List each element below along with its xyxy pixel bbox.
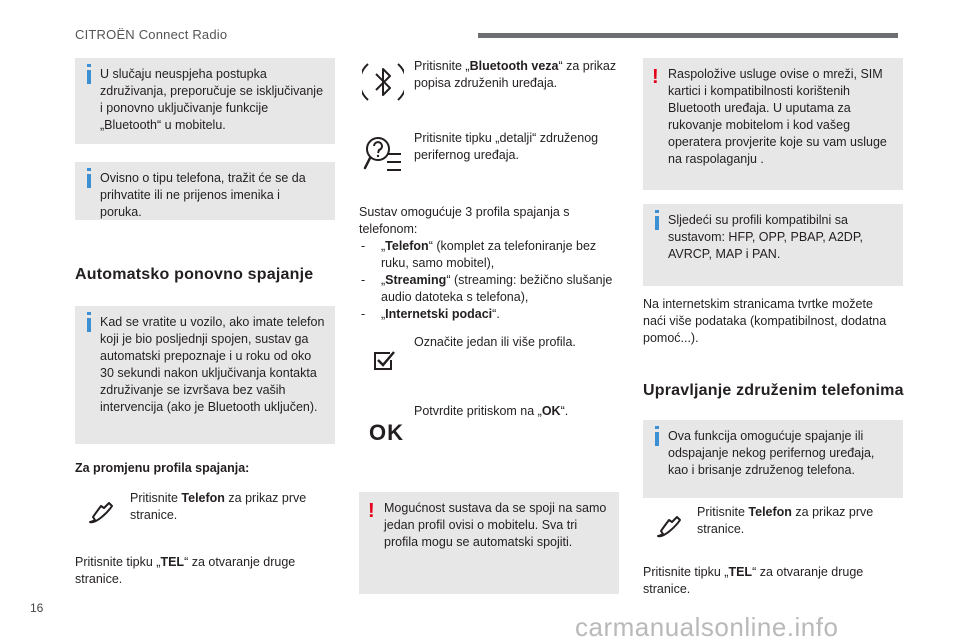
- info-box-manage-phones: [643, 420, 903, 498]
- text-part: “ (komplet za telefoniranje bez ruku, samo mobitel),: [381, 239, 597, 270]
- text-part: „: [381, 307, 386, 321]
- text-part: Pritisnite: [130, 491, 182, 505]
- info-box-compatible-profiles: [643, 204, 903, 286]
- text-bold: TEL: [160, 555, 185, 569]
- text-part: Pritisnite: [697, 505, 749, 519]
- text-bold: Telefon: [385, 239, 429, 253]
- text-part: “.: [492, 307, 500, 321]
- warning-text: Raspoložive usluge ovise o mreži, SIM kartici i kompatibilnosti korištenih Bluetooth uređaja. U uputama za rukovanje mobitelom i kod vašeg operatera provjerite koje su vam usluge na raspolaganju .: [668, 67, 887, 166]
- header-title: CITROËN Connect Radio: [75, 27, 228, 42]
- details-icon: [363, 134, 405, 174]
- phone-icon: [86, 500, 118, 528]
- info-icon: [655, 216, 659, 230]
- info-box-auto-reconnect: [75, 306, 335, 444]
- info-icon: [655, 432, 659, 446]
- checkbox-icon: [372, 350, 396, 372]
- info-text: Ovisno o tipu telefona, tražit će se da prihvatite ili ne prijenos imenika i poruka.: [100, 171, 306, 219]
- phone-icon: [654, 514, 686, 542]
- info-text: Ova funkcija omogućuje spajanje ili odspajanje nekog perifernog uređaja, kao i brisanje združenog telefona.: [668, 429, 875, 477]
- info-text: Kad se vratite u vozilo, ako imate telefon koji je bio posljednji spojen, sustav ga automatski prepoznaje i u roku od oko 30 sekundi nakon uključivanja kontakta združivanje se izvršava bez vaših intervencija (ako je Bluetooth uključen).: [100, 315, 325, 414]
- section-heading-auto-reconnect: Automatsko ponovno spajanje: [75, 266, 314, 283]
- warning-icon: !: [652, 66, 659, 88]
- info-text: U slučaju neuspjeha postupka združivanja, preporučuje se isključivanje i ponovno uključivanje funkcije „Bluetooth“ u mobitelu.: [100, 67, 324, 132]
- section-heading-manage-phones: Upravljanje združenim telefonima: [643, 382, 904, 399]
- list-item: [359, 272, 614, 306]
- text-part: “ za otvaranje druge stranice.: [643, 565, 864, 596]
- text-part: Potvrdite pritiskom na „: [414, 404, 542, 418]
- website-note: Na internetskim stranicama tvrtke možete naći više podataka (kompatibilnost, dodatna pomoć...).: [643, 297, 887, 345]
- text-bold: Telefon: [181, 491, 225, 505]
- press-tel-instruction: [75, 554, 325, 588]
- text-part: „: [381, 273, 386, 287]
- info-text: Sljedeći su profili kompatibilni sa sustavom: HFP, OPP, PBAP, A2DP, AVRCP, MAP i PAN.: [668, 213, 864, 261]
- text-part: Pritisnite tipku „: [75, 555, 161, 569]
- warning-icon: !: [368, 500, 375, 522]
- text-bold: TEL: [728, 565, 753, 579]
- select-profiles-instruction: Označite jedan ili više profila.: [414, 335, 576, 349]
- text-bold: Internetski podaci: [385, 307, 493, 321]
- text-bold: OK: [541, 404, 561, 418]
- ok-icon: OK: [369, 420, 404, 445]
- info-box-pairing-failure: [75, 58, 335, 144]
- details-instruction: Pritisnite tipku „detalji“ združenog perifernog uređaja.: [414, 131, 599, 162]
- header-bar: [478, 33, 898, 38]
- text-part: “ za otvaranje druge stranice.: [75, 555, 296, 586]
- info-icon: [87, 318, 91, 332]
- text-part: Pritisnite tipku „: [643, 565, 729, 579]
- text-bold: Streaming: [385, 273, 447, 287]
- list-item: [359, 238, 614, 272]
- text-bold: Bluetooth veza: [469, 59, 559, 73]
- profiles-intro-text: Sustav omogućuje 3 profila spajanja s telefonom:: [359, 205, 570, 236]
- warning-box-services: [643, 58, 903, 190]
- profiles-intro: [359, 204, 614, 323]
- confirm-instruction: [414, 403, 614, 420]
- list-item: [359, 306, 614, 323]
- text-bold: Telefon: [748, 505, 792, 519]
- page-number: 16: [30, 601, 44, 615]
- warning-box-profiles: [359, 492, 619, 594]
- watermark: carmanualsonline.info: [575, 612, 839, 642]
- text-part: “.: [560, 404, 569, 418]
- press-tel-instruction: [643, 564, 893, 598]
- info-icon: [87, 174, 91, 188]
- profiles-list: [359, 238, 614, 323]
- text-part: “ (streaming: bežično slušanje audio datoteka s telefona),: [381, 273, 613, 304]
- press-phone-instruction: [130, 490, 330, 524]
- text-part: za prikaz prve stranice.: [130, 491, 307, 522]
- text-part: za prikaz prve stranice.: [697, 505, 874, 536]
- bluetooth-icon: [362, 60, 404, 104]
- press-phone-instruction: [697, 504, 897, 538]
- text-part: „: [381, 239, 386, 253]
- info-box-phonebook: [75, 162, 335, 220]
- text-part: “ za prikaz popisa združenih uređaja.: [414, 59, 617, 90]
- bluetooth-instruction: [414, 58, 619, 92]
- warning-text: Mogućnost sustava da se spoji na samo jedan profil ovisi o mobitelu. Sva tri profila mogu se automatski spojiti.: [384, 501, 607, 549]
- info-icon: [87, 70, 91, 84]
- change-profile-label: Za promjenu profila spajanja:: [75, 461, 250, 475]
- text-part: Pritisnite „: [414, 59, 470, 73]
